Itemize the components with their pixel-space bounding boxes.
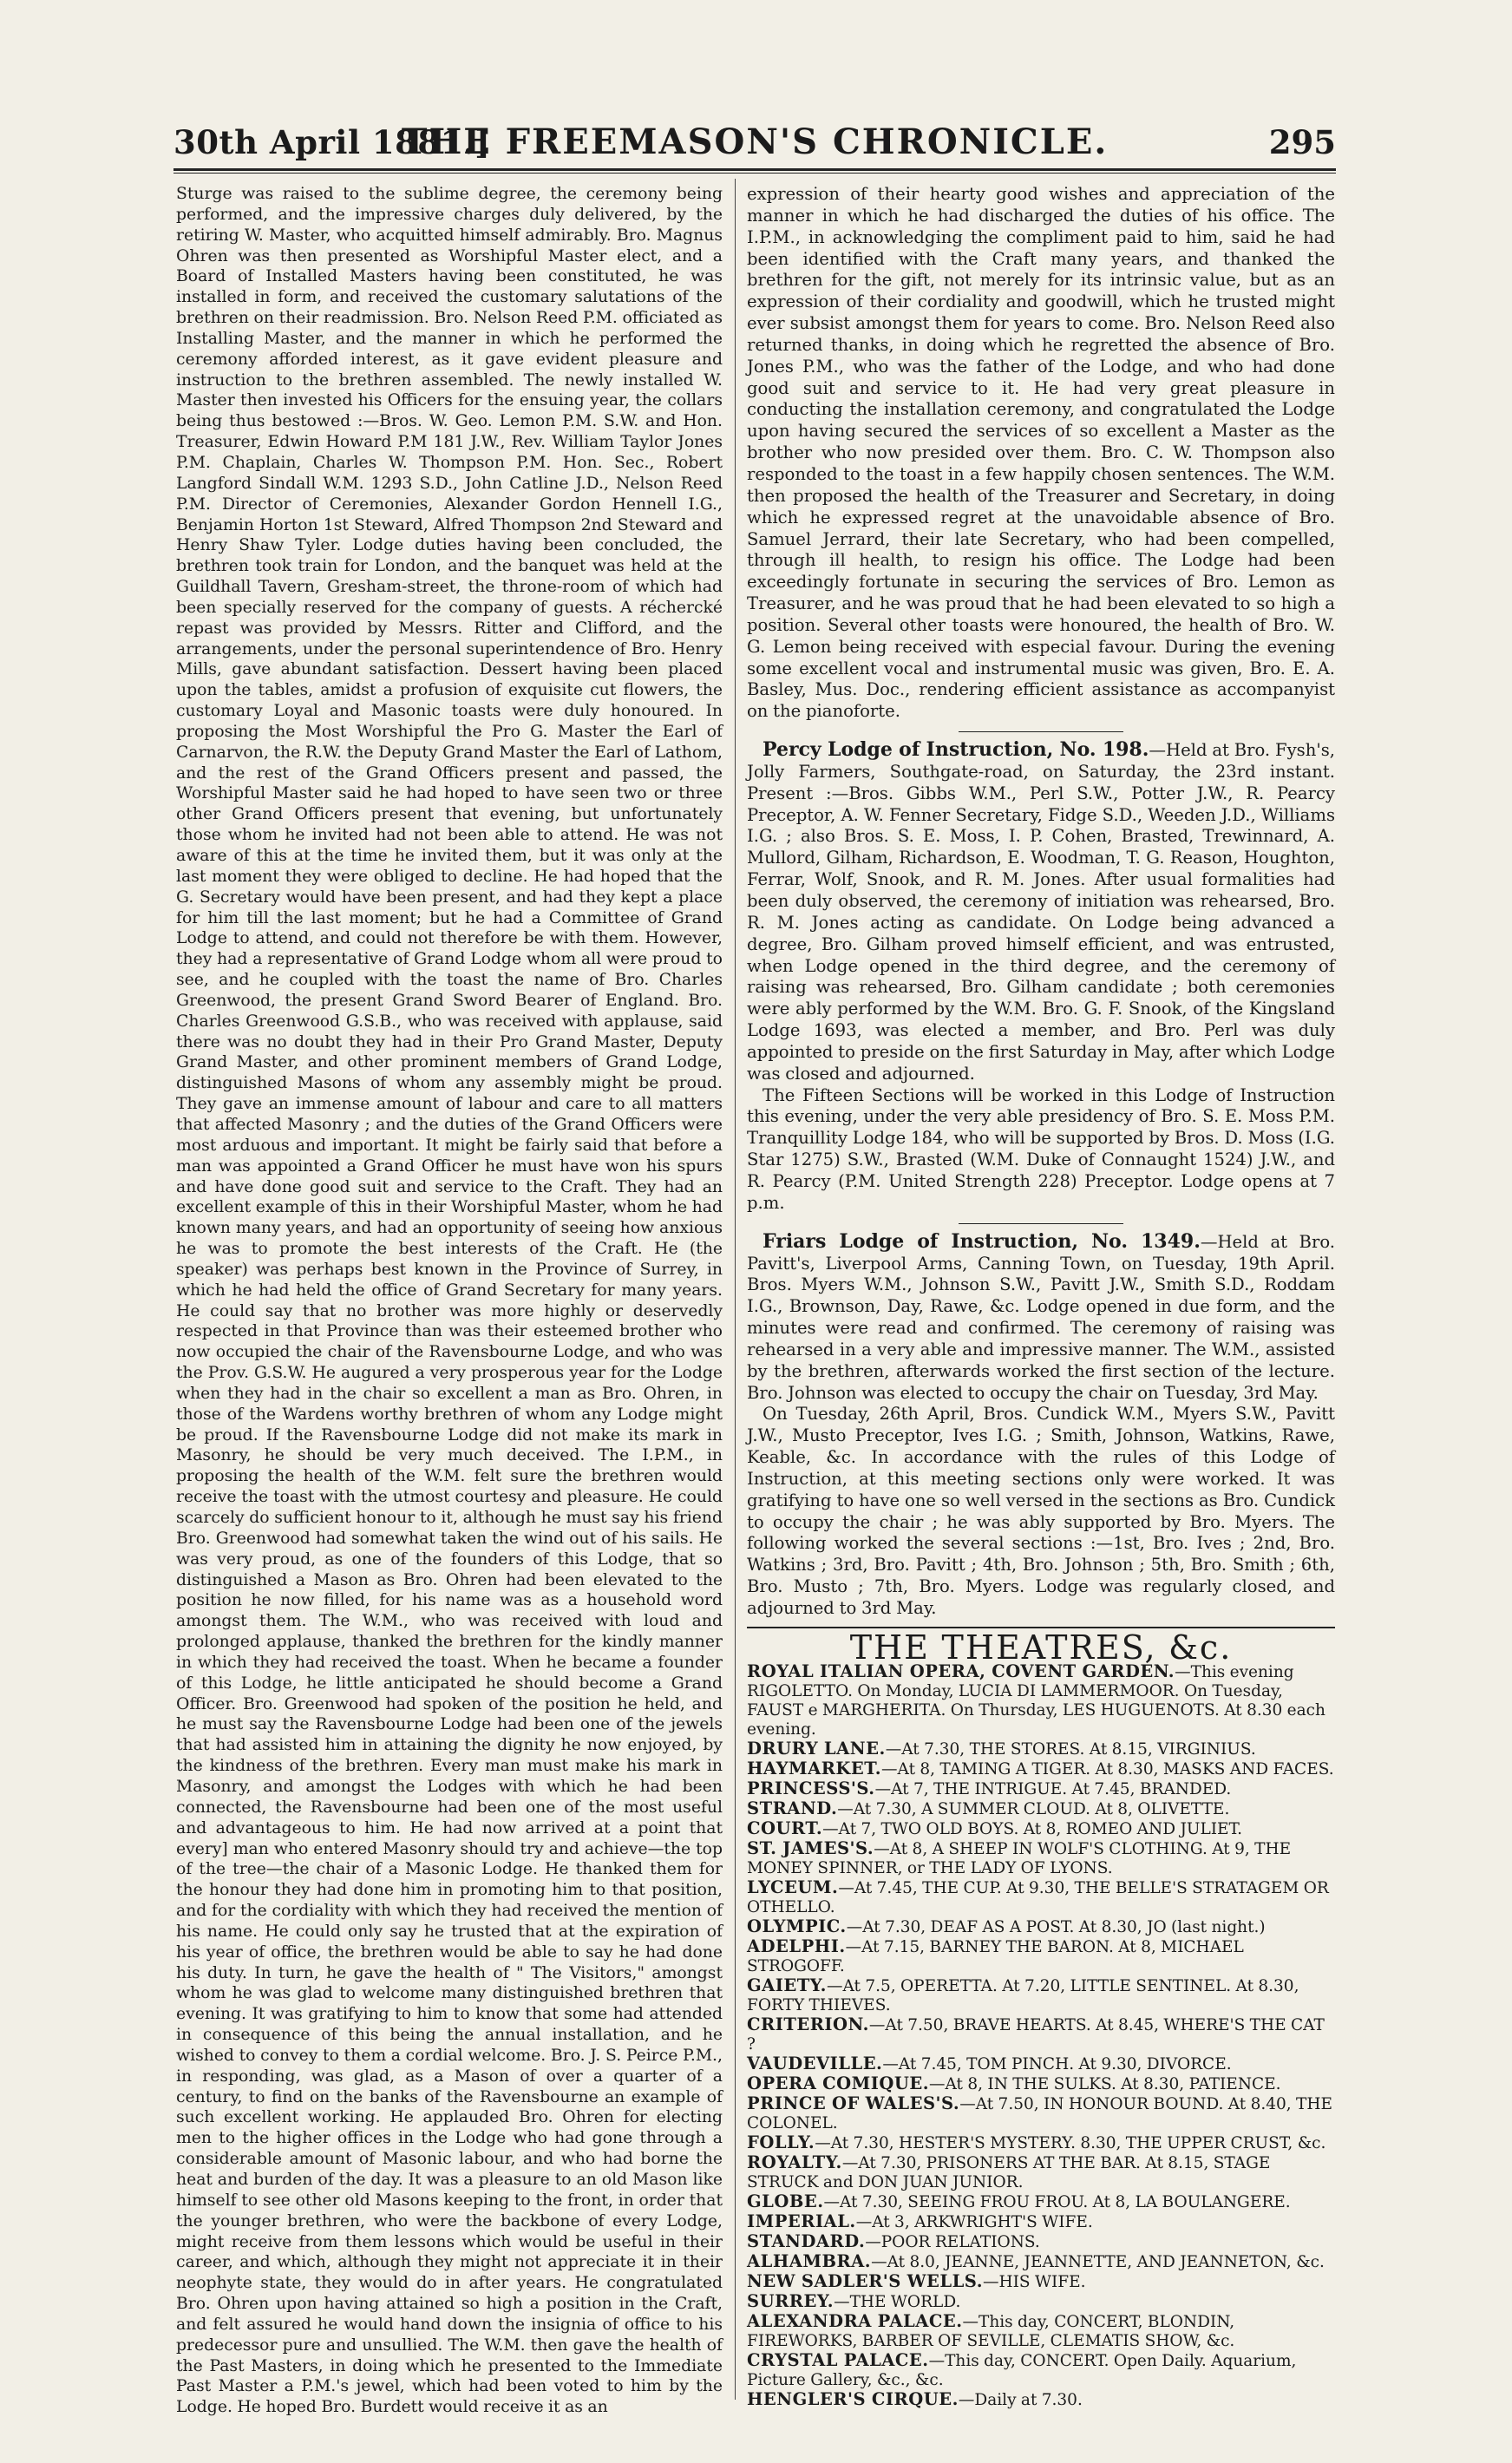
right-column xyxy=(747,184,1335,2410)
theatre-venue: COURT. xyxy=(747,1818,823,1838)
theatre-listing xyxy=(747,2153,1335,2192)
theatre-listing xyxy=(747,2212,1335,2232)
column-divider xyxy=(735,179,736,2400)
theatre-venue: PRINCE OF WALES'S. xyxy=(747,2093,960,2113)
theatre-listing xyxy=(747,1819,1335,1839)
percy-lodge-heading: Percy Lodge of Instruction, No. 198. xyxy=(763,738,1149,762)
theatre-listing xyxy=(747,2292,1335,2312)
header-rule-thin xyxy=(173,173,1336,174)
theatre-listing xyxy=(747,2312,1335,2351)
theatre-programme: —HIS WIFE. xyxy=(982,2272,1086,2291)
theatre-listing xyxy=(747,2390,1335,2410)
friars-lodge-second-meeting: On Tuesday, 26th April, Bros. Cundick W.M., Myers S.W., Pavitt J.W., Musto Preceptor, Ives I.G. ; Smith, Johnson, Watkins, Rawe, Keable, &c. In accordance with the rules of this Lodge of Instruction, at this meeting sections only were worked. It was gratifying to have one so well versed in the sections as Bro. Cundick to occupy the chair ; he was ably supported by Bro. Myers. The following worked the several sections :—1st, Bro. Ives ; 2nd, Bro. Watkins ; 3rd, Bro. Pavitt ; 4th, Bro. Johnson ; 5th, Bro. Smith ; 6th, Bro. Musto ; 7th, Bro. Myers. Lodge was regularly closed, and adjourned to 3rd May. xyxy=(747,1404,1335,1618)
theatre-programme: —At 7.30, THE STORES. At 8.15, VIRGINIUS. xyxy=(885,1739,1256,1759)
article-continuation: expression of their hearty good wishes and appreciation of the manner in which he had discharged the duties of his office. The I.P.M., in acknowledging the compliment paid to him, said he had been identified with the Craft many years, and thanked the brethren for the gift, not merely for its intrinsic value, but as an expression of their cordiality and goodwill, which he trusted might ever subsist amongst them for years to come. Bro. Nelson Reed also returned thanks, in doing which he regretted the absence of Bro. Jones P.M., who was the father of the Lodge, and who had done good suit and service to it. He had very great pleasure in conducting the installation ceremony, and congratulated the Lodge upon having secured the services of so excellent a Master as the brother who now presided over them. Bro. C. W. Thompson also responded to the toast in a few happily chosen sentences. The W.M. then proposed the health of the Treasurer and Secretary, in doing which he expressed regret at the unavoidable absence of Bro. Samuel Jerrard, their late Secretary, who had been compelled, through ill health, to resign his office. The Lodge had been exceedingly fortunate in securing the services of Bro. Lemon as Treasurer, and he was proud that he had been elevated to so high a position. Several other toasts were honoured, the health of Bro. W. G. Lemon being received with especial favour. During the evening some excellent vocal and instrumental music was given, Bro. E. A. Basley, Mus. Doc., rendering efficient assistance as accompanyist on the pianoforte. xyxy=(747,184,1335,722)
theatre-listing xyxy=(747,2094,1335,2133)
theatre-programme: —At 8, IN THE SULKS. At 8.30, PATIENCE. xyxy=(929,2074,1281,2093)
theatre-venue: CRITERION. xyxy=(747,2014,869,2034)
theatre-venue: ALHAMBRA. xyxy=(747,2250,872,2271)
theatre-listings xyxy=(747,1662,1335,2410)
theatre-programme: —At 8.0, JEANNE, JEANNETTE, AND JEANNETON, &c. xyxy=(871,2252,1325,2271)
percy-lodge-report xyxy=(747,739,1335,1085)
theatre-programme: —THE WORLD. xyxy=(834,2292,961,2311)
theatre-listing xyxy=(747,1878,1335,1917)
theatre-programme: —At 8, A SHEEP IN WOLF'S CLOTHING. At 9, THE MONEY SPINNER, or THE LADY OF LYONS. xyxy=(747,1839,1292,1877)
theatre-programme: —At 7.15, BARNEY THE BARON. At 8, MICHAEL STROGOFF. xyxy=(747,1937,1244,1975)
theatre-listing xyxy=(747,2351,1335,2390)
theatre-venue: GLOBE. xyxy=(747,2191,824,2211)
left-column xyxy=(176,184,723,2418)
theatre-programme: —This day, CONCERT, BLONDIN, FIREWORKS, BARBER OF SEVILLE, CLEMATIS SHOW, &c. xyxy=(747,2312,1235,2350)
theatre-listing xyxy=(747,1839,1335,1878)
theatre-listing xyxy=(747,2192,1335,2212)
theatre-listing xyxy=(747,2252,1335,2272)
theatre-venue: CRYSTAL PALACE. xyxy=(747,2349,929,2370)
masthead-title: THE FREEMASON'S CHRONICLE. xyxy=(401,121,1109,162)
theatre-venue: STANDARD. xyxy=(747,2230,866,2251)
theatre-venue: ST. JAMES'S. xyxy=(747,1837,874,1858)
theatre-programme: —At 7.30, HESTER'S MYSTERY. 8.30, THE UPPER CRUST, &c. xyxy=(815,2133,1326,2152)
theatre-venue: SURREY. xyxy=(747,2290,835,2311)
theatre-programme: —This day, CONCERT. Open Daily. Aquarium, Picture Gallery, &c., &c. xyxy=(747,2351,1297,2389)
theatre-programme: —At 7.30, DEAF AS A POST. At 8.30, JO (last night.) xyxy=(846,1917,1266,1936)
theatre-venue: LYCEUM. xyxy=(747,1877,839,1897)
theatre-venue: OPERA COMIQUE. xyxy=(747,2073,929,2093)
theatre-listing xyxy=(747,2272,1335,2292)
theatre-venue: OLYMPIC. xyxy=(747,1916,847,1936)
page-header xyxy=(173,118,1336,168)
theatre-venue: NEW SADLER'S WELLS. xyxy=(747,2270,983,2291)
theatres-heading: THE THEATRES, &c. xyxy=(849,1628,1233,1667)
theatre-venue: PRINCESS'S. xyxy=(747,1778,875,1798)
theatre-programme: —At 7, THE INTRIGUE. At 7.45, BRANDED. xyxy=(874,1779,1232,1798)
theatre-programme: —At 7.45, TOM PINCH. At 9.30, DIVORCE. xyxy=(882,2054,1232,2073)
theatre-programme: —At 3, ARKWRIGHT'S WIFE. xyxy=(855,2212,1093,2231)
theatre-programme: —At 7.50, IN HONOUR BOUND. At 8.40, THE COLONEL. xyxy=(747,2094,1333,2132)
theatre-programme: —At 7.30, A SUMMER CLOUD. At 8, OLIVETTE. xyxy=(837,1799,1230,1818)
friars-lodge-report xyxy=(747,1231,1335,1405)
friars-lodge-text: —Held at Bro. Pavitt's, Liverpool Arms, Canning Town, on Tuesday, 19th April. Bros. Myers W.M., Johnson S.W., Pavitt J.W., Smith S.D., Roddam I.G., Brownson, Day, Rawe, &c. Lodge opened in due form, and the minutes were read and confirmed. The ceremony of raising was rehearsed in a very able and impressive manner. The W.M., assisted by the brethren, afterwards worked the first section of the lecture. Bro. Johnson was elected to occupy the chair on Tuesday, 3rd May. xyxy=(747,1231,1336,1403)
percy-lodge-text: —Held at Bro. Fysh's, Jolly Farmers, Southgate-road, on Saturday, the 23rd instant. Present :—Bros. Gibbs W.M., Perl S.W., Potter J.W., R. Pearcy Preceptor, A. W. Fenner Secretary, Fidge S.D., Weeden J.D., Williams I.G. ; also Bros. S. E. Moss, I. P. Cohen, Brasted, Trewinnard, A. Mullord, Gilham, Richardson, E. Woodman, T. G. Reason, Houghton, Ferrar, Wolf, Snook, and R. M. Jones. After usual formalities had been duly observed, the ceremony of initiation was rehearsed, Bro. R. M. Jones acting as candidate. On Lodge being advanced a degree, Bro. Gilham proved himself efficient, and was entrusted, when Lodge opened in the third degree, and the ceremony of raising was rehearsed, Bro. Gilham candidate ; both ceremonies were ably performed by the W.M. Bro. G. F. Snook, of the Kingsland Lodge 1693, was elected a member, and Bro. Perl was duly appointed to preside on the first Saturday in May, after which Lodge was closed and adjourned. xyxy=(747,740,1336,1084)
page-number: 295 xyxy=(1268,123,1336,161)
theatre-venue: DRURY LANE. xyxy=(747,1738,886,1759)
theatre-venue: FOLLY. xyxy=(747,2132,815,2152)
article-body: Sturge was raised to the sublime degree, the ceremony being performed, and the impressive charges duly delivered, by the retiring W. Master, who acquitted himself admirably. Bro. Magnus Ohren was then presented as Worshipful Master elect, and a Board of Installed Masters having been constituted, he was installed in form, and received the customary salutations of the brethren on their readmission. Bro. Nelson Reed P.M. officiated as Installing Master, and the manner in which he performed the ceremony afforded interest, as it gave evident pleasure and instruction to the brethren assembled. The newly installed W. Master then invested his Officers for the ensuing year, the collars being thus bestowed :—Bros. W. Geo. Lemon P.M. S.W. and Hon. Treasurer, Edwin Howard P.M 181 J.W., Rev. William Taylor Jones P.M. Chaplain, Charles W. Thompson P.M. Hon. Sec., Robert Langford Sindall W.M. 1293 S.D., John Catline J.D., Nelson Reed P.M. Director of Ceremonies, Alexander Gordon Hennell I.G., Benjamin Horton 1st Steward, Alfred Thompson 2nd Steward and Henry Shaw Tyler. Lodge duties having been concluded, the brethren took train for London, and the banquet was held at the Guildhall Tavern, Gresham-street, the throne-room of which had been specially reserved for the company of guests. A réchercké repast was provided by Messrs. Ritter and Clifford, and the arrangements, under the personal superintendence of Bro. Henry Mills, gave abundant satisfaction. Dessert having been placed upon the tables, amidst a profusion of exquisite cut flowers, the customary Loyal and Masonic toasts were duly honoured. In proposing the Most Worshipful the Pro G. Master the Earl of Carnarvon, the R.W. the Deputy Grand Master the Earl of Lathom, and the rest of the Grand Officers present and passed, the Worshipful Master said he had hoped to have seen two or three other Grand Officers present that evening, but unfortunately those whom he invited had not been able to attend. He was not aware of this at the time he invited them, but it was only at the last moment they were obliged to decline. He had hoped that the G. Secretary would have been present, and had they kept a place for him till the last moment; but he had a Committee of Grand Lodge to attend, and could not therefore be with them. However, they had a representative of Grand Lodge whom all were proud to see, and he coupled with the toast the name of Bro. Charles Greenwood, the present Grand Sword Bearer of England. Bro. Charles Greenwood G.S.B., who was received with applause, said there was no doubt they had in their Pro Grand Master, Deputy Grand Master, and other prominent members of Grand Lodge, distinguished Masons of whom any assembly might be proud. They gave an immense amount of labour and care to all matters that affected Masonry ; and the duties of the Grand Officers were most arduous and important. It might be fairly said that before a man was appointed a Grand Officer he must have won his spurs and have done good suit and service to the Craft. They had an excellent example of this in their Worshipful Master, whom he had known many years, and had an opportunity of seeing how anxious he was to promote the best interests of the Craft. He (the speaker) was perhaps best known in the Province of Surrey, in which he had held the office of Grand Secretary for many years. He could say that no brother was more highly or deservedly respected in that Province than was their esteemed brother who now occupied the chair of the Ravensbourne Lodge, and who was the Prov. G.S.W. He augured a very prosperous year for the Lodge when they had in the chair so excellent a man as Bro. Ohren, in those of the Wardens worthy brethren of whom any Lodge might be proud. If the Ravensbourne Lodge did not make its mark in Masonry, he should be very much deceived. The I.P.M., in proposing the health of the W.M. felt sure the brethren would receive the toast with the utmost courtesy and pleasure. He could scarcely do sufficient honour to it, although he must say his friend Bro. Greenwood had somewhat taken the wind out of his sails. He was very proud, as one of the founders of this Lodge, that so distinguished a Mason as Bro. Ohren had been elevated to the position he now filled, for his name was as a household word amongst them. The W.M., who was received with loud and prolonged applause, thanked the brethren for the kindly manner in which they had received the toast. When he became a founder of this Lodge, he little anticipated he should become a Grand Officer. Bro. Greenwood had spoken of the position he held, and he must say the Ravensbourne Lodge had been one of the jewels that had assisted him in attaining the dignity he now enjoyed, by the kindness of the brethren. Every man must make his mark in Masonry, and amongst the Lodges with which he had been connected, the Ravensbourne had been one of the most useful and advantageous to him. He had now arrived at a point that every] man who entered Masonry should try and achieve—the top of the tree—the chair of a Masonic Lodge. He thanked them for the honour they had done him in promoting him to that position, and for the cordiality with which they had received the mention of his name. He could only say he trusted that at the expiration of his year of office, the brethren would be able to say he had done his duty. In turn, he gave the health of " The Visitors," amongst whom he was glad to welcome many distinguished brethren that evening. It was gratifying to him to know that some had attended in consequence of this being the annual installation, and he wished to convey to them a cordial welcome. Bro. J. S. Peirce P.M., in responding, was glad, as a Mason of over a quarter of a century, to find on the banks of the Ravensbourne an example of such excellent working. He applauded Bro. Ohren for electing men to the higher offices in the Lodge who had gone through a considerable amount of Masonic labour, and who had borne the heat and burden of the day. It was a pleasure to an old Mason like himself to see other old Masons keeping to the front, in order that the younger brethren, who were the backbone of every Lodge, might receive from them lessons which would be useful in their career, and which, although they might not appreciate it in their neophyte state, they would do in after years. He congratulated Bro. Ohren upon having attained so high a position in the Craft, and felt assured he would hand down the insignia of office to his predecessor pure and unsullied. The W.M. then gave the health of the Past Masters, in doing which he presented to the Immediate Past Master a P.M.'s jewel, which had been voted to him by the Lodge. He hoped Bro. Burdett would receive it as an xyxy=(176,185,723,2417)
theatre-venue: STRAND. xyxy=(747,1798,838,1818)
theatre-venue: ROYALTY. xyxy=(747,2152,842,2172)
theatre-programme: —At 7.50, BRAVE HEARTS. At 8.45, WHERE'S THE CAT ? xyxy=(747,2015,1325,2054)
theatre-programme: —This evening RIGOLETTO. On Monday, LUCIA DI LAMMERMOOR. On Tuesday, FAUST e MARGHERITA. On Thursday, LES HUGUENOTS. At 8.30 each evening. xyxy=(747,1662,1325,1739)
theatre-listing xyxy=(747,2054,1335,2074)
theatre-venue: ALEXANDRA PALACE. xyxy=(747,2310,963,2331)
theatre-listing xyxy=(747,2133,1335,2153)
theatre-listing xyxy=(747,1759,1335,1779)
header-rule xyxy=(173,168,1336,171)
theatre-venue: ADELPHI. xyxy=(747,1936,846,1956)
theatre-listing xyxy=(747,1739,1335,1759)
theatre-programme: —At 7.5, OPERETTA. At 7.20, LITTLE SENTINEL. At 8.30, FORTY THIEVES. xyxy=(747,1976,1299,2014)
theatre-listing xyxy=(747,2015,1335,2054)
theatre-programme: —At 8, TAMING A TIGER. At 8.30, MASKS AND FACES. xyxy=(881,1759,1334,1778)
theatre-programme: —At 7, TWO OLD BOYS. At 8, ROMEO AND JULIET. xyxy=(822,1819,1243,1838)
theatre-venue: IMPERIAL. xyxy=(747,2211,856,2231)
friars-lodge-heading: Friars Lodge of Instruction, No. 1349. xyxy=(763,1229,1201,1253)
theatre-listing xyxy=(747,1799,1335,1819)
theatre-programme: —At 7.30, SEEING FROU FROU. At 8, LA BOULANGERE. xyxy=(823,2192,1291,2211)
theatre-programme: —POOR RELATIONS. xyxy=(865,2232,1040,2251)
theatre-venue: HAYMARKET. xyxy=(747,1758,882,1778)
theatre-listing xyxy=(747,2074,1335,2094)
theatre-listing xyxy=(747,1937,1335,1976)
section-rule xyxy=(959,731,1123,732)
theatre-listing xyxy=(747,1779,1335,1799)
theatre-listing xyxy=(747,2232,1335,2252)
theatre-listing xyxy=(747,1662,1335,1739)
percy-lodge-notice: The Fifteen Sections will be worked in this Lodge of Instruction this evening, under the very able presidency of Bro. S. E. Moss P.M. Tranquillity Lodge 184, who will be supported by Bros. D. Moss (I.G. Star 1275) S.W., Brasted (W.M. Duke of Connaught 1524) J.W., and R. Pearcy (P.M. United Strength 228) Preceptor. Lodge opens at 7 p.m. xyxy=(747,1084,1335,1213)
theatre-venue: ROYAL ITALIAN OPERA, COVENT GARDEN. xyxy=(747,1661,1175,1681)
theatre-listing xyxy=(747,1917,1335,1937)
theatre-programme: —At 7.30, PRISONERS AT THE BAR. At 8.15, STAGE STRUCK and DON JUAN JUNIOR. xyxy=(747,2153,1271,2191)
theatre-venue: VAUDEVILLE. xyxy=(747,2053,883,2073)
theatre-venue: GAIETY. xyxy=(747,1975,827,1995)
theatre-listing xyxy=(747,1976,1335,2015)
theatre-venue: HENGLER'S CIRQUE. xyxy=(747,2388,959,2409)
issue-date: 30th April 1881.] xyxy=(173,123,491,161)
theatre-programme: —At 7.45, THE CUP. At 9.30, THE BELLE'S STRATAGEM OR OTHELLO. xyxy=(747,1878,1329,1916)
section-rule xyxy=(959,1223,1123,1224)
theatre-programme: —Daily at 7.30. xyxy=(958,2390,1083,2409)
